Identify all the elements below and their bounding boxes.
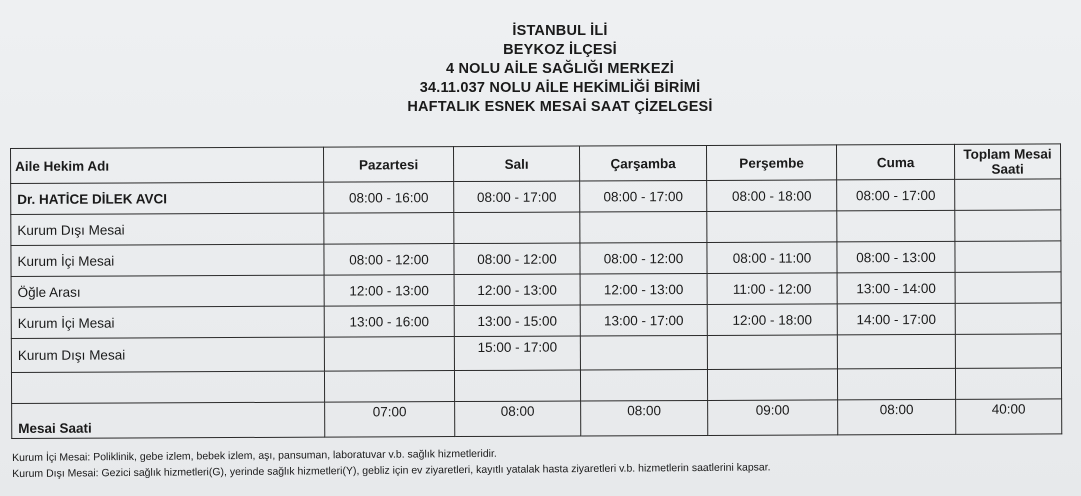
row-label: Kurum Dışı Mesai (11, 213, 324, 245)
table-cell: 08:00 - 12:00 (454, 243, 580, 275)
table-cell: 08:00 - 11:00 (707, 242, 837, 274)
table-cell (707, 211, 837, 243)
table-cell: 08:00 - 13:00 (837, 241, 955, 273)
table-cell: 08:00 - 12:00 (324, 244, 454, 276)
table-cell (955, 210, 1061, 241)
column-header-doctor-name: Aile Hekim Adı (11, 147, 324, 183)
column-header-total-hours: Toplam Mesai Saati (954, 144, 1060, 179)
header-schedule-title: HAFTALIK ESNEK MESAİ SAAT ÇİZELGESİ (407, 99, 713, 115)
table-cell (324, 371, 454, 403)
table-cell: 15:00 - 17:00 (454, 336, 580, 371)
table-cell (324, 337, 454, 372)
table-row (11, 272, 1061, 308)
row-label: Kurum İçi Mesai (11, 244, 324, 276)
table-cell: 08:00 - 17:00 (837, 179, 955, 211)
table-cell (955, 241, 1061, 272)
table-cell (454, 212, 580, 244)
header-health-center: 4 NOLU AİLE SAĞLIĞI MERKEZİ (445, 61, 674, 77)
total-cell: 08:00 (838, 399, 956, 435)
footnotes (12, 441, 1072, 482)
total-row-label: Mesai Saati (12, 402, 325, 438)
header-district: BEYKOZ İLÇESİ (503, 42, 617, 58)
table-cell: 13:00 - 17:00 (580, 304, 707, 336)
header-unit: 34.11.037 NOLU AİLE HEKİMLİĞİ BİRİMİ (419, 80, 701, 96)
table-cell: 12:00 - 13:00 (580, 273, 707, 305)
table-cell (324, 213, 454, 245)
row-label (11, 371, 324, 403)
table-row (11, 241, 1061, 277)
table-cell: 08:00 - 17:00 (580, 180, 707, 212)
table-cell: 08:00 - 17:00 (454, 181, 580, 213)
row-label: Öğle Arası (11, 275, 324, 307)
table-cell: 13:00 - 15:00 (454, 305, 580, 337)
table-cell (955, 334, 1061, 368)
row-label: Dr. HATİCE DİLEK AVCI (11, 182, 324, 214)
table-cell (955, 179, 1061, 210)
table-cell (707, 369, 837, 401)
table-cell (837, 334, 955, 369)
table-cell: 12:00 - 18:00 (707, 304, 837, 336)
total-cell: 07:00 (325, 402, 455, 438)
total-cell: 08:00 (455, 401, 581, 437)
schedule-table (10, 143, 1062, 439)
column-header-monday: Pazartesi (323, 147, 453, 183)
table-row (11, 303, 1061, 339)
table-cell: 12:00 - 13:00 (454, 274, 580, 306)
row-label: Kurum İçi Mesai (11, 306, 324, 338)
table-cell: 08:00 - 12:00 (580, 242, 707, 274)
table-cell (580, 335, 707, 370)
row-label: Kurum Dışı Mesai (11, 337, 324, 372)
table-cell (837, 210, 955, 242)
table-cell (955, 368, 1061, 399)
column-header-tuesday: Salı (453, 146, 579, 182)
table-cell: 14:00 - 17:00 (837, 303, 955, 335)
total-cell: 09:00 (708, 400, 838, 436)
table-cell (837, 368, 955, 400)
table-row (11, 368, 1061, 404)
footnote-external-hours: Kurum Dışı Mesai: Gezici sağlık hizmetleri(G), yerinde sağlık hizmetleri(Y), gebliz için ev ziyaretleri, kayıtlı yatalak hasta ziyaretleri v.b. hizmetlerin saatlerini kapsar. (12, 461, 771, 480)
total-cell: 08:00 (581, 400, 708, 436)
table-row (11, 179, 1061, 215)
table-cell: 08:00 - 18:00 (707, 180, 837, 212)
table-cell: 11:00 - 12:00 (707, 273, 837, 305)
total-row (12, 399, 1062, 439)
column-header-friday: Cuma (836, 144, 954, 180)
table-row (11, 334, 1061, 373)
table-row (11, 210, 1061, 246)
table-cell (955, 272, 1061, 303)
table-cell (454, 370, 580, 402)
table-header-row (11, 144, 1061, 184)
table-cell: 13:00 - 16:00 (324, 306, 454, 338)
header-province: İSTANBUL İLİ (512, 23, 608, 39)
column-header-wednesday: Çarşamba (579, 145, 706, 181)
document-header (300, 22, 820, 117)
column-header-thursday: Perşembe (706, 145, 836, 181)
total-cell: 40:00 (956, 399, 1062, 434)
table-cell (580, 211, 707, 243)
footnote-internal-hours: Kurum İçi Mesai: Poliklinik, gebe izlem, bebek izlem, aşı, pansuman, laboratuvar v.b. sağlık hizmetleridir. (12, 447, 497, 464)
table-cell (955, 303, 1061, 334)
table-cell (580, 369, 707, 401)
table-cell: 13:00 - 14:00 (837, 272, 955, 304)
table-cell (707, 335, 837, 370)
table-cell: 08:00 - 16:00 (324, 182, 454, 214)
table-cell: 12:00 - 13:00 (324, 275, 454, 307)
